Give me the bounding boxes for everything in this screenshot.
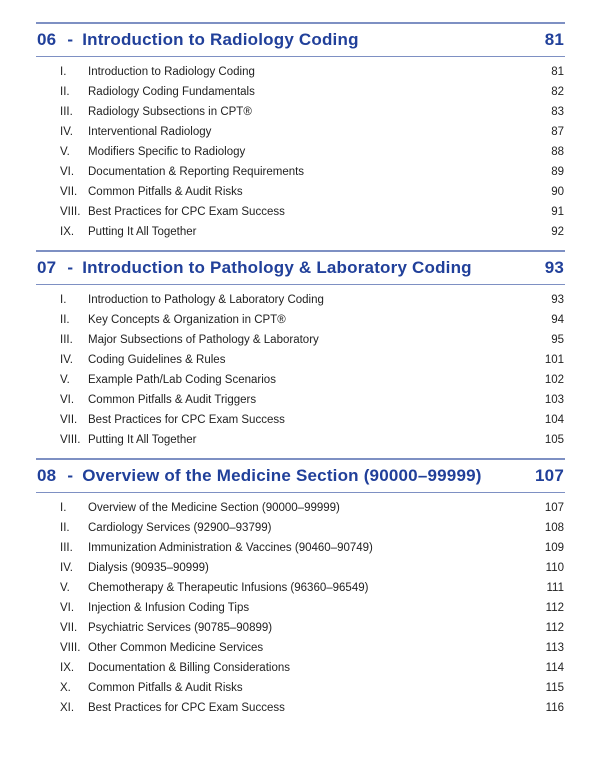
toc-item-page: 112 <box>545 622 564 634</box>
toc-item-page: 104 <box>544 414 564 426</box>
toc-item-page: 109 <box>544 542 564 554</box>
toc-item[interactable] <box>60 82 564 102</box>
toc-section <box>36 458 565 722</box>
toc-item-page: 107 <box>544 502 564 514</box>
toc-item-page: 83 <box>551 106 564 118</box>
toc-item-label: Introduction to Radiology Coding <box>88 66 255 78</box>
toc-item[interactable] <box>60 498 564 518</box>
toc-item[interactable] <box>60 558 564 578</box>
toc-item-numeral: VIII. <box>60 642 81 654</box>
toc-item-numeral: X. <box>60 682 71 694</box>
section-page: 93 <box>544 258 564 277</box>
toc-item[interactable] <box>60 122 564 142</box>
toc-item-label: Overview of the Medicine Section (90000–99999) <box>88 502 340 514</box>
toc-item-numeral: I. <box>60 66 67 78</box>
toc-item[interactable] <box>60 598 564 618</box>
toc-item-page: 87 <box>551 126 564 138</box>
toc-item-label: Best Practices for CPC Exam Success <box>88 702 285 714</box>
toc-item[interactable] <box>60 538 564 558</box>
toc-item-label: Putting It All Together <box>88 434 197 446</box>
toc-item-label: Other Common Medicine Services <box>88 642 264 654</box>
toc-item-page: 110 <box>545 562 564 574</box>
toc-item-page: 90 <box>551 186 564 198</box>
toc-item-page: 82 <box>551 86 564 98</box>
toc-item-numeral: IV. <box>60 354 74 366</box>
toc-item-page: 108 <box>544 522 564 534</box>
toc-item-page: 112 <box>545 602 564 614</box>
toc-item[interactable] <box>60 410 564 430</box>
toc-item-page: 105 <box>544 434 564 446</box>
toc-item-numeral: II. <box>60 314 70 326</box>
toc-item-numeral: III. <box>60 106 73 118</box>
toc-item-numeral: V. <box>60 146 70 158</box>
toc-item-label: Introduction to Pathology & Laboratory Coding <box>88 294 324 306</box>
section-title: Introduction to Radiology Coding <box>82 30 359 49</box>
toc-item-page: 81 <box>551 66 564 78</box>
toc-item-label: Cardiology Services (92900–93799) <box>88 522 272 534</box>
toc-item-numeral: VII. <box>60 186 78 198</box>
toc-item[interactable] <box>60 62 564 82</box>
section-number: 07 <box>37 258 57 277</box>
toc-item-page: 111 <box>546 582 564 594</box>
section-separator: - <box>67 258 74 277</box>
toc-item-label: Coding Guidelines & Rules <box>88 354 226 366</box>
section-page: 107 <box>535 466 564 485</box>
toc-item[interactable] <box>60 430 564 450</box>
toc-item-numeral: IX. <box>60 662 75 674</box>
section-separator: - <box>67 466 74 485</box>
toc-item-label: Radiology Coding Fundamentals <box>88 86 255 98</box>
toc-item-numeral: II. <box>60 522 70 534</box>
toc-item-page: 114 <box>545 662 564 674</box>
toc-item[interactable] <box>60 698 564 718</box>
section-title: Introduction to Pathology & Laboratory Coding <box>82 258 472 277</box>
toc-item[interactable] <box>60 578 564 598</box>
toc-item-label: Example Path/Lab Coding Scenarios <box>88 374 276 386</box>
section-page: 81 <box>544 30 564 49</box>
toc-item-page: 113 <box>545 642 564 654</box>
toc-item-label: Common Pitfalls & Audit Triggers <box>88 394 257 406</box>
toc-item-numeral: VIII. <box>60 206 81 218</box>
toc-item[interactable] <box>60 290 564 310</box>
section-heading-row[interactable] <box>36 458 565 493</box>
toc-item-label: Key Concepts & Organization in CPT® <box>88 314 286 326</box>
toc-item-page: 92 <box>551 226 564 238</box>
toc-item-label: Interventional Radiology <box>88 126 212 138</box>
toc-item-page: 102 <box>544 374 564 386</box>
toc-item-label: Best Practices for CPC Exam Success <box>88 414 285 426</box>
toc-item-label: Modifiers Specific to Radiology <box>88 146 246 158</box>
toc-item-numeral: I. <box>60 294 67 306</box>
toc-item-numeral: VII. <box>60 622 78 634</box>
toc-item-numeral: VII. <box>60 414 78 426</box>
toc-item-page: 103 <box>544 394 564 406</box>
toc-item[interactable] <box>60 638 564 658</box>
toc-item-page: 116 <box>545 702 564 714</box>
toc-item-label: Documentation & Billing Considerations <box>88 662 290 674</box>
toc-item-label: Best Practices for CPC Exam Success <box>88 206 285 218</box>
toc-item-label: Major Subsections of Pathology & Laboratory <box>88 334 319 346</box>
toc-item[interactable] <box>60 370 564 390</box>
toc-item-page: 91 <box>551 206 564 218</box>
toc-item-numeral: XI. <box>60 702 75 714</box>
toc-item-label: Injection & Infusion Coding Tips <box>88 602 250 614</box>
toc-section <box>36 22 565 246</box>
toc-item[interactable] <box>60 350 564 370</box>
section-number: 08 <box>37 466 57 485</box>
toc-item[interactable] <box>60 182 564 202</box>
toc-item-page: 101 <box>544 354 564 366</box>
toc-item-label: Documentation & Reporting Requirements <box>88 166 305 178</box>
toc-item-label: Dialysis (90935–90999) <box>88 562 209 574</box>
toc-item[interactable] <box>60 102 564 122</box>
toc-item-numeral: V. <box>60 582 70 594</box>
toc-item-page: 88 <box>551 146 564 158</box>
toc-item[interactable] <box>60 142 564 162</box>
toc-item-numeral: VIII. <box>60 434 81 446</box>
toc-item-page: 89 <box>551 166 564 178</box>
toc-item-label: Common Pitfalls & Audit Risks <box>88 186 243 198</box>
toc-item-numeral: VI. <box>60 166 75 178</box>
toc-item[interactable] <box>60 618 564 638</box>
toc-item[interactable] <box>60 658 564 678</box>
toc-item-numeral: VI. <box>60 602 75 614</box>
section-separator: - <box>67 30 74 49</box>
toc-item-numeral: IX. <box>60 226 75 238</box>
toc-item-label: Putting It All Together <box>88 226 197 238</box>
toc-item-page: 115 <box>545 682 564 694</box>
section-number: 06 <box>37 30 57 49</box>
toc-item-label: Common Pitfalls & Audit Risks <box>88 682 243 694</box>
toc-item-label: Immunization Administration & Vaccines (90460–90749) <box>88 542 373 554</box>
toc-item-page: 94 <box>551 314 564 326</box>
toc-item-numeral: I. <box>60 502 67 514</box>
toc-item-numeral: III. <box>60 542 73 554</box>
toc-item[interactable] <box>60 310 564 330</box>
toc-item-page: 95 <box>551 334 564 346</box>
toc-item[interactable] <box>60 162 564 182</box>
toc-item-numeral: IV. <box>60 562 74 574</box>
toc-item[interactable] <box>60 330 564 350</box>
toc-item[interactable] <box>60 202 564 222</box>
section-title: Overview of the Medicine Section (90000–99999) <box>82 466 482 485</box>
toc-item-page: 93 <box>551 294 564 306</box>
toc-item-numeral: V. <box>60 374 70 386</box>
toc-section <box>36 250 565 454</box>
toc-item[interactable] <box>60 390 564 410</box>
toc-item-numeral: IV. <box>60 126 74 138</box>
toc-item-label: Chemotherapy & Therapeutic Infusions (96360–96549) <box>88 582 369 594</box>
toc-item-label: Psychiatric Services (90785–90899) <box>88 622 273 634</box>
toc-item-numeral: III. <box>60 334 73 346</box>
toc-item-numeral: II. <box>60 86 70 98</box>
toc-item-label: Radiology Subsections in CPT® <box>88 106 252 118</box>
section-items <box>36 57 565 246</box>
toc-item[interactable] <box>60 678 564 698</box>
section-heading-row[interactable] <box>36 250 565 285</box>
section-heading-row[interactable] <box>36 22 565 57</box>
toc-item[interactable] <box>60 222 564 242</box>
section-items <box>36 285 565 454</box>
toc-item[interactable] <box>60 518 564 538</box>
toc-item-numeral: VI. <box>60 394 75 406</box>
section-items <box>36 493 565 722</box>
